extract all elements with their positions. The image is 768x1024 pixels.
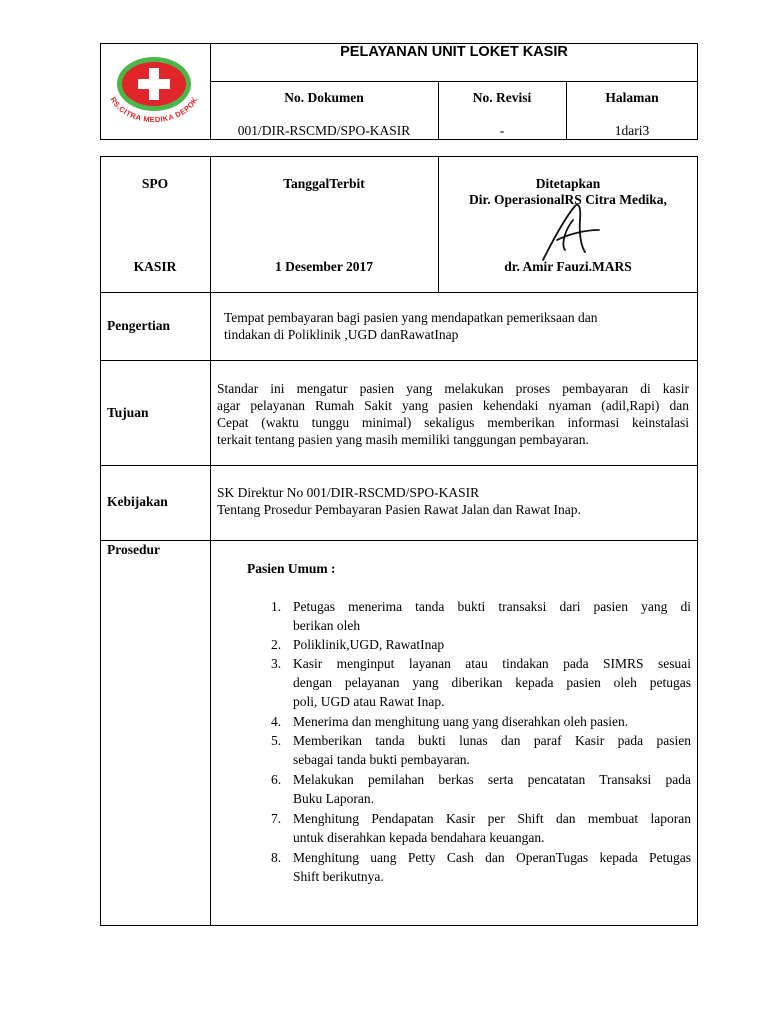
list-item-line: Menghitung uang Petty Cash dan OperanTugas kepada Petugas [293, 850, 691, 865]
document-title: PELAYANAN UNIT LOKET KASIR [340, 44, 568, 60]
list-item-line: untuk diserahkan kepada bendahara keuangan. [293, 830, 545, 845]
signer-name: dr. Amir Fauzi.MARS [504, 259, 632, 274]
kasir-label: KASIR [133, 259, 177, 274]
tujuan-line-1: Standar ini mengatur pasien yang melakukan proses pembayaran di kasir [217, 381, 689, 396]
list-item-number: 1. [271, 599, 282, 614]
list-item-number: 6. [271, 772, 282, 787]
list-item-line: Shift berikutnya. [293, 869, 384, 884]
list-item-number: 8. [271, 850, 282, 865]
header-divider [210, 81, 698, 82]
cross-logo-icon [104, 52, 204, 134]
list-item-line: berikan oleh [293, 618, 361, 633]
pengertian-label: Pengertian [107, 318, 170, 333]
tanggal-terbit-value: 1 Desember 2017 [275, 259, 373, 274]
ditetapkan-by: Dir. OperasionalRS Citra Medika, [469, 192, 667, 207]
halaman-label: Halaman [605, 90, 659, 105]
list-item-line: sebagai tanda bukti pembayaran. [293, 752, 470, 767]
kebijakan-line-1: SK Direktur No 001/DIR-RSCMD/SPO-KASIR [217, 485, 480, 500]
list-item-line: Poliklinik,UGD, RawatInap [293, 637, 445, 652]
prosedur-subtitle: Pasien Umum : [247, 561, 336, 576]
list-item-number: 7. [271, 811, 282, 826]
list-item-line: Menghitung Pendapatan Kasir per Shift dan membuat laporan [293, 811, 691, 826]
list-item-number: 3. [271, 656, 282, 671]
no-revisi-label: No. Revisi [472, 90, 532, 105]
list-item-number: 5. [271, 733, 282, 748]
list-item-line: Menerima dan menghitung uang yang diserahkan oleh pasien. [293, 714, 629, 729]
tanggal-terbit-label: TanggalTerbit [283, 176, 365, 191]
pengertian-line-2: tindakan di Poliklinik ,UGD danRawatInap [224, 327, 459, 342]
prosedur-label: Prosedur [107, 542, 160, 557]
ditetapkan-label: Ditetapkan [535, 176, 601, 191]
list-item-number: 4. [271, 714, 282, 729]
pengertian-line-1: Tempat pembayaran bagi pasien yang mendapatkan pemeriksaan dan [224, 310, 598, 325]
hospital-logo [104, 52, 204, 134]
spo-label: SPO [141, 176, 169, 191]
prosedur-list [271, 598, 691, 898]
halaman-value: 1dari3 [614, 123, 650, 138]
logo-text: RS.CITRA MEDIKA DEPOK [108, 95, 200, 125]
tujuan-line-3: Cepat (waktu tunggu minimal) sekaligus memberikan informasi keinstalasi [217, 415, 689, 430]
kebijakan-line-2: Tentang Prosedur Pembayaran Pasien Rawat Jalan dan Rawat Inap. [217, 502, 581, 517]
tujuan-line-2: agar pelayanan Rumah Sakit yang pasien kehendaki nyaman (adil,Rapi) dan [217, 398, 689, 413]
row-divider [100, 465, 698, 466]
no-revisi-value: - [499, 123, 505, 138]
list-item-line: Melakukan pemilahan berkas serta pencatatan Transaksi pada [293, 772, 691, 787]
no-dokumen-value: 001/DIR-RSCMD/SPO-KASIR [237, 123, 411, 138]
list-item-line: dengan pelayanan yang diberikan kepada pasien oleh petugas [293, 675, 691, 690]
row-divider [100, 360, 698, 361]
tujuan-line-4: terkait tentang pasien yang masih memiliki tanggungan pembayaran. [217, 432, 589, 447]
row-divider [100, 292, 698, 293]
list-item-number: 2. [271, 637, 282, 652]
row-divider [100, 540, 698, 541]
no-dokumen-label: No. Dokumen [284, 90, 364, 105]
kebijakan-label: Kebijakan [107, 494, 168, 509]
list-item-line: poli, UGD atau Rawat Inap. [293, 694, 445, 709]
list-item-line: Memberikan tanda bukti lunas dan paraf Kasir pada pasien [293, 733, 691, 748]
list-item-line: Petugas menerima tanda bukti transaksi dari pasien yang di [293, 599, 691, 614]
list-item-line: Buku Laporan. [293, 791, 374, 806]
tujuan-label: Tujuan [107, 405, 149, 420]
list-item-line: Kasir menginput layanan atau tindakan pada SIMRS sesuai [293, 656, 691, 671]
